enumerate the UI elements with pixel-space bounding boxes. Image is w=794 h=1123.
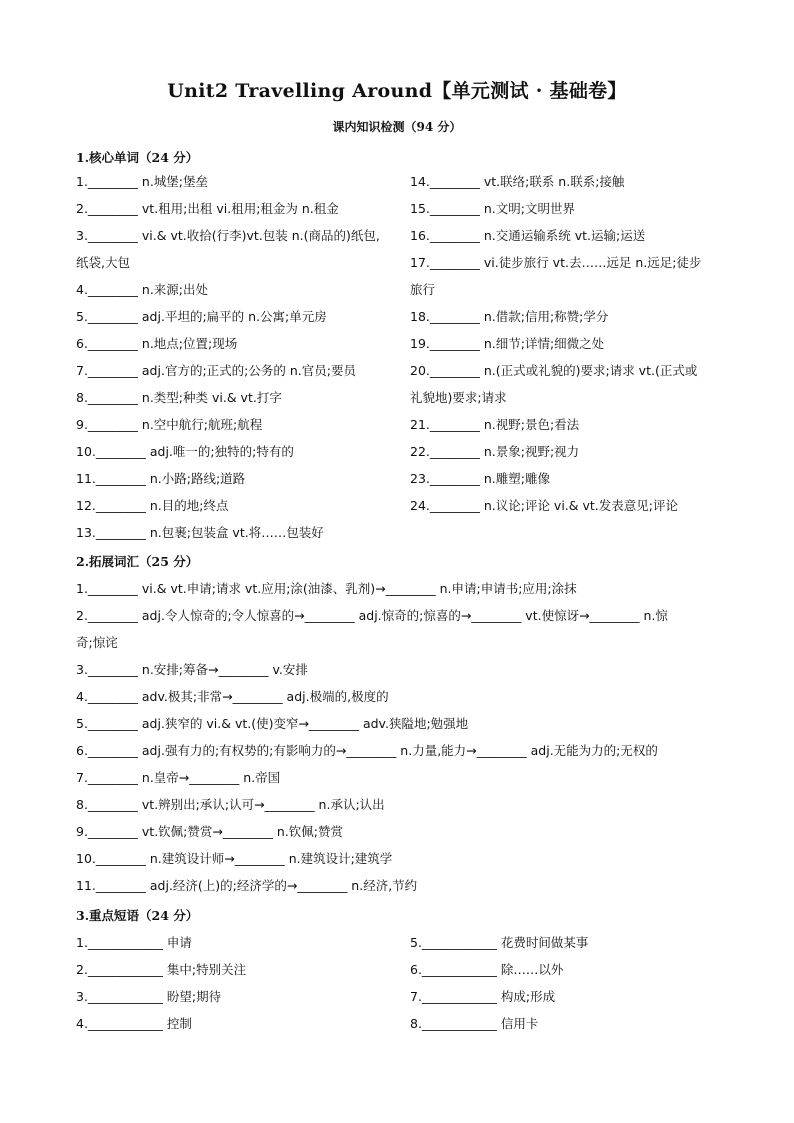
vocab-item: 10.________ adj.唯一的;独特的;特有的: [76, 444, 294, 459]
vocab-item: 23.________ n.雕塑;雕像: [410, 471, 550, 486]
page-subtitle: 课内知识检测（94 分）: [332, 120, 462, 134]
extended-vocab-item: 5.________ adj.狭窄的 vi.& vt.(使)变窄→________ adv.狭隘地;勉强地: [76, 716, 469, 731]
extended-vocab-item: 9.________ vt.钦佩;赞赏→________ n.钦佩;赞赏: [76, 824, 343, 839]
phrase-item: 3.____________ 盼望;期待: [76, 989, 222, 1004]
phrase-item: 6.____________ 除……以外: [410, 962, 564, 977]
extended-vocab-item: 10.________ n.建筑设计师→________ n.建筑设计;建筑学: [76, 851, 393, 866]
vocab-item: 16.________ n.交通运输系统 vt.运输;运送: [410, 228, 646, 243]
extended-vocab-item: 8.________ vt.辨别出;承认;认可→________ n.承认;认出: [76, 797, 385, 812]
vocab-item: 21.________ n.视野;景色;看法: [410, 417, 580, 432]
vocab-item: 9.________ n.空中航行;航班;航程: [76, 417, 263, 432]
vocab-item: 19.________ n.细节;详情;细微之处: [410, 336, 605, 351]
section-2-heading: 2.拓展词汇（25 分）: [76, 554, 199, 569]
vocab-item: 17.________ vi.徒步旅行 vt.去……远足 n.远足;徒步: [410, 255, 702, 270]
vocab-item: 6.________ n.地点;位置;现场: [76, 336, 238, 351]
vocab-item: 20.________ n.(正式或礼貌的)要求;请求 vt.(正式或: [410, 363, 698, 378]
extended-vocab-item: 1.________ vi.& vt.申请;请求 vt.应用;涂(油漆、乳剂)→________ n.申请;申请书;应用;涂抹: [76, 581, 577, 596]
phrase-item: 8.____________ 信用卡: [410, 1016, 539, 1031]
vocab-item: 22.________ n.景象;视野;视力: [410, 444, 580, 459]
vocab-item-cont: 纸袋,大包: [76, 255, 130, 270]
vocab-item: 11.________ n.小路;路线;道路: [76, 471, 246, 486]
extended-vocab-item: 11.________ adj.经济(上)的;经济学的→________ n.经济,节约: [76, 878, 418, 893]
vocab-item-cont: 旅行: [410, 282, 436, 297]
vocab-item-cont: 礼貌地)要求;请求: [410, 390, 507, 405]
phrase-item: 2.____________ 集中;特别关注: [76, 962, 247, 977]
vocab-item: 14.________ vt.联络;联系 n.联系;接触: [410, 174, 625, 189]
vocab-item: 12.________ n.目的地;终点: [76, 498, 229, 513]
vocab-item: 7.________ adj.官方的;正式的;公务的 n.官员;要员: [76, 363, 356, 378]
section-1-heading: 1.核心单词（24 分）: [76, 150, 199, 165]
extended-vocab-item: 4.________ adv.极其;非常→________ adj.极端的,极度的: [76, 689, 389, 704]
vocab-item: 4.________ n.来源;出处: [76, 282, 209, 297]
vocab-item: 8.________ n.类型;种类 vi.& vt.打字: [76, 390, 282, 405]
phrase-item: 1.____________ 申请: [76, 935, 192, 950]
vocab-item: 5.________ adj.平坦的;扁平的 n.公寓;单元房: [76, 309, 327, 324]
vocab-item: 15.________ n.文明;文明世界: [410, 201, 575, 216]
vocab-item: 1.________ n.城堡;堡垒: [76, 174, 209, 189]
extended-vocab-item: 7.________ n.皇帝→________ n.帝国: [76, 770, 281, 785]
section-3-heading: 3.重点短语（24 分）: [76, 908, 199, 923]
vocab-item: 2.________ vt.租用;出租 vi.租用;租金为 n.租金: [76, 201, 339, 216]
extended-vocab-item-cont: 奇;惊诧: [76, 635, 118, 650]
extended-vocab-item: 3.________ n.安排;筹备→________ v.安排: [76, 662, 308, 677]
vocab-item: 3.________ vi.& vt.收拾(行李)vt.包装 n.(商品的)纸包,: [76, 228, 380, 243]
vocab-item: 18.________ n.借款;信用;称赞;学分: [410, 309, 609, 324]
vocab-item: 24.________ n.议论;评论 vi.& vt.发表意见;评论: [410, 498, 678, 513]
page-title: Unit2 Travelling Around【单元测试 · 基础卷】: [167, 80, 627, 102]
vocab-item: 13.________ n.包裹;包装盒 vt.将……包装好: [76, 525, 324, 540]
phrase-item: 7.____________ 构成;形成: [410, 989, 556, 1004]
phrase-item: 5.____________ 花费时间做某事: [410, 935, 589, 950]
extended-vocab-item: 6.________ adj.强有力的;有权势的;有影响力的→________ n.力量,能力→________ adj.无能为力的;无权的: [76, 743, 658, 758]
phrase-item: 4.____________ 控制: [76, 1016, 192, 1031]
extended-vocab-item: 2.________ adj.令人惊奇的;令人惊喜的→________ adj.惊奇的;惊喜的→________ vt.使惊讶→________ n.惊: [76, 608, 668, 623]
